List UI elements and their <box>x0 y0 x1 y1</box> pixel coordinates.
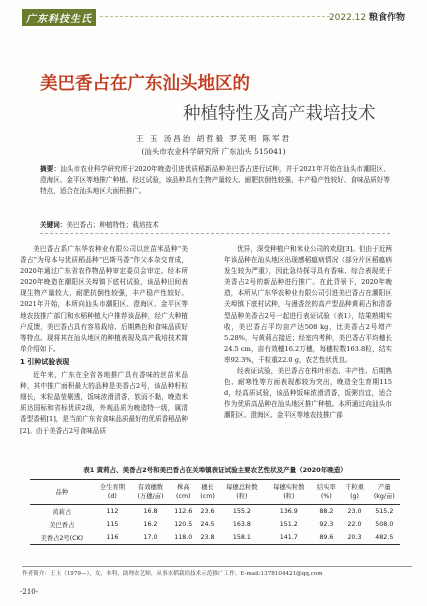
section-name: 粮食作物 <box>368 13 405 23</box>
page-number: -210- <box>20 588 39 596</box>
paragraph: 经表证试验，美巴香占在株叶形态、丰产性、后期熟色、耐寒性等方面表现都较为突出，晚造全生育期115 d，经高质试验，该品种饭味浓滑清香，饭粥盲宜，适合作为优质高品种在汕头地区推广种植。本所通过向汕头市潮阳区、澄海区、金平区等地农技推广部 <box>224 367 392 420</box>
table-header-row <box>30 480 400 505</box>
table-row <box>30 505 400 519</box>
data-table <box>30 479 400 545</box>
table-cell: 92.3 <box>319 521 334 528</box>
authors: 王 玉 汤昌治 胡哲毅 罗芜明 陈军君 <box>136 134 291 143</box>
table-cell: 美巴香占 <box>49 522 75 529</box>
footnote: 作者简介：王玉（1979—），女，本科，助理农艺师，从事水稻栽培技术示范推广工作。E-mail:1378104421@qq.com <box>22 566 412 577</box>
table-cell: 508.0 <box>375 521 394 528</box>
table-cell: 120.5 <box>174 521 193 528</box>
table-cell: 20.3 <box>340 531 368 545</box>
abstract-text: 汕头市农业科学研究所于2020年晚造引进优质稻新品种美巴香占进行试种，并于2021年开始在汕头市潮阳区、澄海区、金平区等地推广种植。经过试验，该品种具有生物产量较大、耐肥抗倒性较强、丰产稳产性较好、食味品质好等特点，适合在汕头地区大面积推广。 <box>40 165 391 195</box>
keywords <box>40 219 390 229</box>
column-header: 株高 (cm) <box>170 480 197 505</box>
table-cell: 155.2 <box>232 508 251 515</box>
table-cell: 482.5 <box>369 531 400 545</box>
column-header: 每穗总粒数 (粒) <box>218 480 265 505</box>
table-caption: 表1 黄莉占、美香占2号和美巴香占在关埠镇表证试验主要农艺性状及产量（2020年晚造） <box>83 466 347 474</box>
table-row <box>30 518 400 531</box>
column-header: 千粒重 (g) <box>340 480 368 505</box>
table-cell: 16.2 <box>143 521 158 528</box>
table-cell: 23.0 <box>347 508 362 515</box>
intro-paragraph: 美巴香占系广东华农种业有限公司以丝苗米品种“美香占”为母本与优质稻品种“巴斯马香”作父本杂交育成，2020年通过广东省农作物品种审定委员会审定。经本所2020年晚造在潮阳区关埠镇下底村试验，该品种田间表现生物产量较大，耐肥抗倒性较强，丰产稳产性较好。2021年开始，本所向汕头市潮阳区、澄海区、金平区等地农技推广部门和水稻种植大户推荐该品种，经广大种植户反馈，美巴香占具有容易栽培、后期熟色和食味品质好等特点。现将其在汕头地区的种植表现及高产栽培技术简单介绍如下。 <box>20 245 188 353</box>
table-cell: 136.9 <box>279 508 298 515</box>
table-row <box>30 531 400 545</box>
title-line-1: 美巴香占在广东汕头地区的 <box>40 74 250 94</box>
column-header: 结实率 (%) <box>312 480 340 505</box>
table-cell: 23.8 <box>197 531 219 545</box>
header-divider <box>100 16 330 17</box>
table-cell: 141.7 <box>265 531 312 545</box>
table-cell: 116 <box>94 531 132 545</box>
table-cell: 89.6 <box>312 531 340 545</box>
affiliation: (汕头市农业科学研究所 广东汕头 515041) <box>141 147 286 156</box>
table-cell: 158.1 <box>218 531 265 545</box>
table-cell: 17.0 <box>131 531 170 545</box>
column-header: 有效穗数 (万穗/亩) <box>131 480 170 505</box>
abstract-divider <box>40 233 390 234</box>
table-cell: 163.8 <box>232 521 251 528</box>
table-cell: 515.2 <box>375 508 394 515</box>
table-cell: 118.0 <box>170 531 197 545</box>
table-cell: 美香占2号(CK) <box>30 531 94 545</box>
paragraph: 优异，深受种植户和米业公司的欢迎[3]。但由于近两年该品种在汕头地区出现感稻瘟病情况（部分片区稻瘟病发生较为严重），因此急待探寻具有香味、综合表现优于美香占2号的新品种进行推广。在此背景下，2020年晚造，本所从广东华农种业有限公司引进美巴香占在潮阳区关埠镇下底村试种，与漫香丝的高产型品种黄莉占和清香型品种美香占2号一起进行表证试验（表1），结果熟期实收，美巴香占平均亩产达508 kg，比美香占2号增产5.28%，与黄莉占接近；经室内考种，美巴香占平均穗长24.5 cm，亩有效穗16.2万穗，每穗粒数163.8粒，结实率92.3%，千粒重22.0 g，农艺性状优良。 <box>224 245 392 364</box>
abstract <box>40 164 390 197</box>
table-cell: 24.5 <box>200 521 215 528</box>
section-heading: 1 引种试验表现 <box>20 357 70 366</box>
column-header: 产量 (kg/亩) <box>369 480 400 505</box>
table-cell: 112 <box>106 508 119 515</box>
issue: 2022.12 <box>328 13 367 23</box>
column-header: 全生育期 (d) <box>94 480 132 505</box>
column-header: 每穗实粒数 (粒) <box>265 480 312 505</box>
table-body <box>30 505 400 545</box>
abstract-label: 摘要： <box>40 165 61 173</box>
body-column-left <box>20 244 188 437</box>
keywords-text: 美巴香占；种植特性；栽培技术 <box>66 221 159 229</box>
keywords-label: 关键词： <box>40 221 67 229</box>
section-paragraph: 近年来，广东在全省各地推广具有香味的丝苗米品种，其中推广面积最大的品种是美香占2号，该品种籽粒细长，米粒晶莹剔透，饭味浓滑清香，软而不黏，晚造米质达国标和省标优质2级，外观品质为晚造特一级，属清香型香稻[1]，是当前广东省食味品质最好的优质香稻品种[2]。由于美香占2号食味品质 <box>20 371 188 435</box>
title-line-2: 种植特性及高产栽培技术 <box>183 104 376 124</box>
journal-logo: 广东科技生氏 <box>22 9 96 26</box>
table-cell: 16.8 <box>143 508 158 515</box>
table-cell: 23.6 <box>200 508 215 515</box>
column-header: 品种 <box>30 480 94 505</box>
running-header <box>0 0 427 30</box>
issue-section <box>329 10 405 23</box>
column-header: 穗长 (cm) <box>197 480 219 505</box>
table-cell: 115 <box>106 521 119 528</box>
body-column-right <box>224 244 392 422</box>
table-cell: 黄莉占 <box>52 509 72 516</box>
table-cell: 22.0 <box>347 521 362 528</box>
table-cell: 151.2 <box>279 521 298 528</box>
table-cell: 112.6 <box>174 508 193 515</box>
table-cell: 88.2 <box>319 508 334 515</box>
